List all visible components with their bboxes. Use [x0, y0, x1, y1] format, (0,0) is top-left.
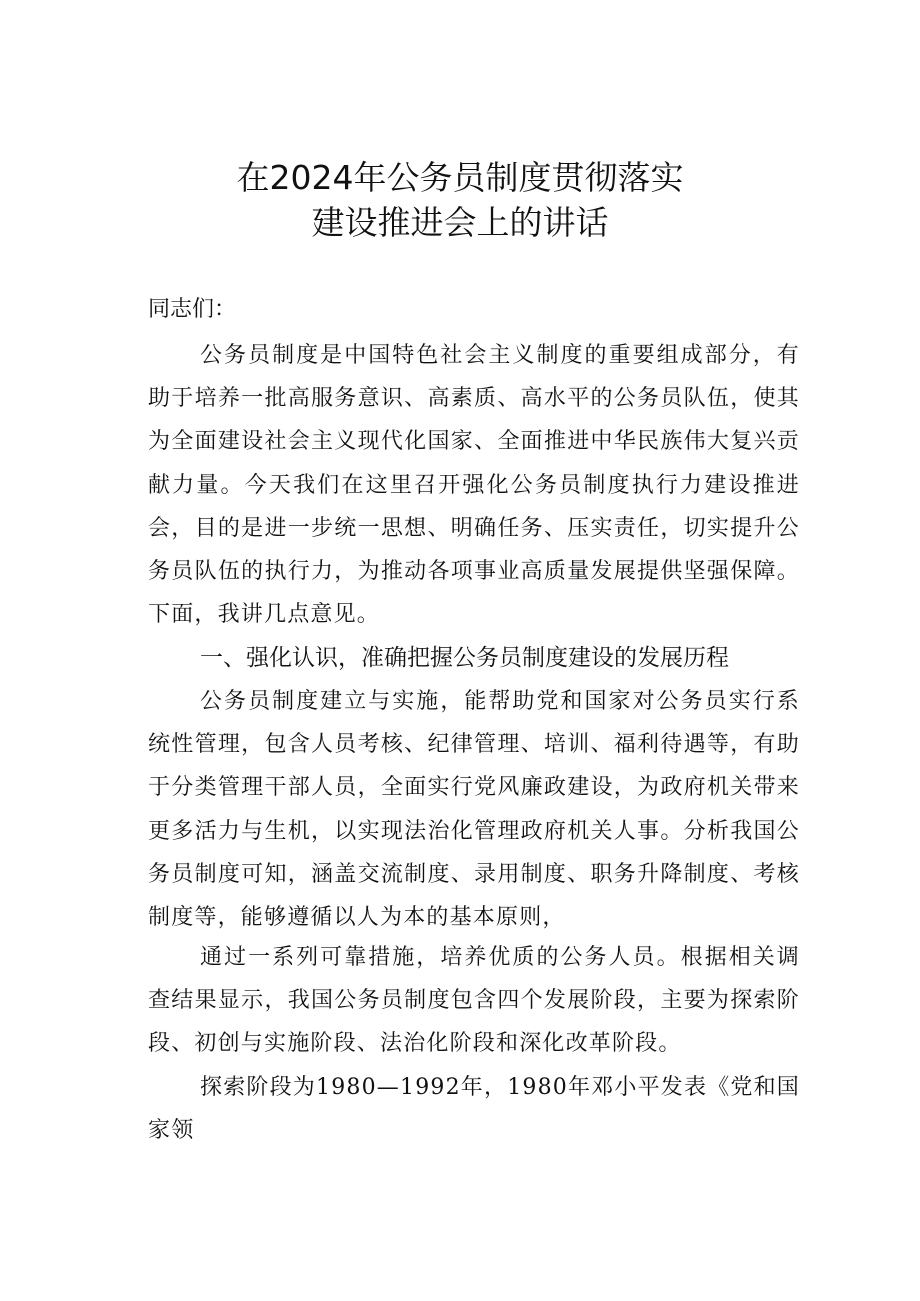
document-title-line-1: 在2024年公务员制度贯彻落实 [236, 158, 684, 197]
paragraph-4: 探索阶段为1980—1992年，1980年邓小平发表《党和国家领 [148, 1075, 800, 1144]
paragraph-2: 公务员制度建立与实施，能帮助党和国家对公务员实行系统性管理，包含人员考核、纪律管理、培训、福利待遇等，有助于分类管理干部人员，全面实行党风廉政建设，为政府机关带来更多活力与生机，以实现法治化管理政府机关人事。分析我国公务员制度可知，涵盖交流制度、录用制度、职务升降制度、考核制度等，能够遵循以人为本的基本原则， [148, 689, 800, 931]
paragraph-3: 通过一系列可靠措施，培养优质的公务人员。根据相关调查结果显示，我国公务员制度包含四个发展阶段，主要为探索阶段、初创与实施阶段、法治化阶段和深化改革阶段。 [148, 945, 800, 1057]
document-title-line-2: 建设推进会上的讲话 [311, 203, 609, 242]
paragraph-intro: 公务员制度是中国特色社会主义制度的重要组成部分，有助于培养一批高服务意识、高素质、高水平的公务员队伍，使其为全面建设社会主义现代化国家、全面推进中华民族伟大复兴贡献力量。今天我们在这里召开强化公务员制度执行力建设推进会，目的是进一步统一思想、明确任务、压实责任，切实提升公务员队伍的执行力，为推动各项事业高质量发展提供坚强保障。下面，我讲几点意见。 [148, 343, 800, 628]
section-heading-1: 一、强化认识，准确把握公务员制度建设的发展历程 [200, 645, 729, 671]
salutation: 同志们： [148, 297, 237, 322]
